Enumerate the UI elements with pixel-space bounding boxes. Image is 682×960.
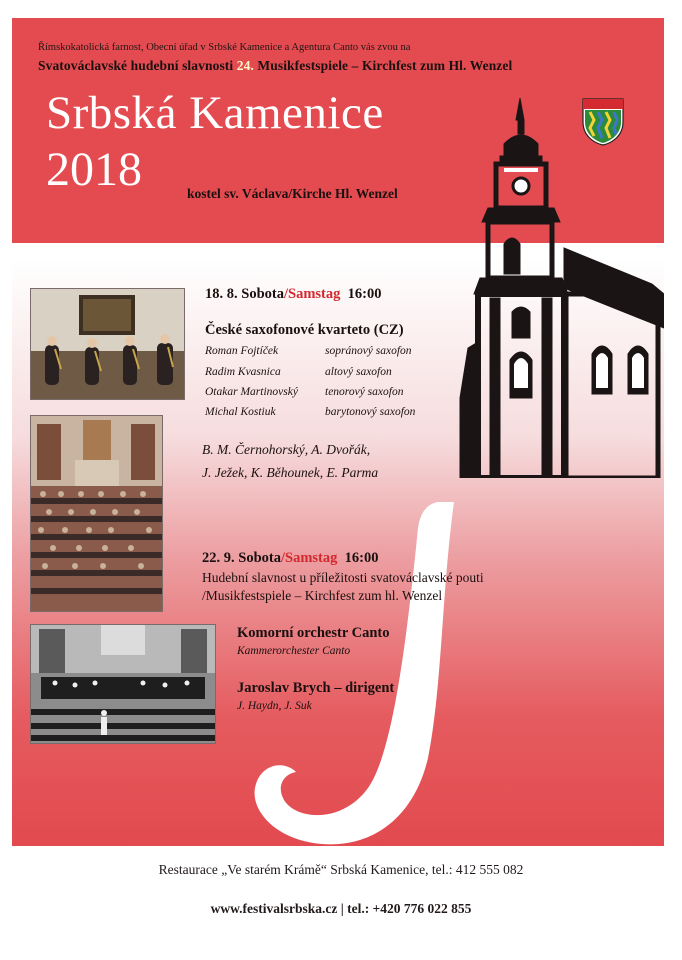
orchestra-photo [30, 624, 216, 744]
church-illustration [452, 98, 664, 478]
event2-conductor: Jaroslav Brych – dirigent [237, 680, 395, 696]
event2-description [202, 569, 484, 605]
venue-name: kostel sv. Václava/Kirche Hl. Wenzel [187, 186, 398, 201]
event2-description-line2: /Musikfestspiele – Kirchfest zum hl. Wenzel [202, 588, 443, 603]
restaurant-info: Restaurace „Ve starém Krámě“ Srbská Kamenice, tel.: 412 555 082 [158, 862, 524, 877]
festival-title-de: Musikfestspiele – Kirchfest zum Hl. Wenzel [257, 58, 513, 73]
city-title: Srbská Kamenice [46, 87, 384, 139]
year-title: 2018 [46, 143, 142, 196]
event2-day-de: Samstag [285, 550, 338, 566]
event1-composers-line1: B. M. Černohorský, A. Dvořák, [202, 442, 371, 457]
event1-ensemble: České saxofonové kvarteto (CZ) [205, 322, 404, 338]
church-audience-photo [30, 415, 163, 612]
website-link[interactable]: www.festivalsrbska.cz [210, 901, 338, 916]
contact-line [0, 901, 682, 917]
member-name: Otakar Martinovský [205, 386, 298, 398]
intro-text: Římskokatolická farnost, Obecní úřad v Srbské Kamenice a Agentura Canto vás zvou na [38, 42, 411, 53]
event1-day-de: Samstag [288, 286, 341, 302]
member-instrument: barytonový saxofon [325, 406, 416, 418]
phone-number: tel.: +420 776 022 855 [347, 901, 472, 916]
member-name: Michal Kostiuk [205, 406, 276, 418]
festival-title [38, 58, 658, 74]
event2-time: 16:00 [344, 550, 379, 566]
contact-separator: | [340, 901, 344, 916]
member-instrument: tenorový saxofon [325, 386, 404, 398]
festival-title-cz: Svatováclavské hudební slavnosti [38, 58, 234, 73]
event1-slash: / [283, 286, 288, 302]
event2-date-cz: 22. 9. Sobota [202, 550, 281, 566]
member-instrument: altový saxofon [325, 366, 392, 378]
event1-composers-line2: J. Ježek, K. Běhounek, E. Parma [202, 465, 379, 480]
event1-time: 16:00 [347, 286, 382, 302]
event1-date [205, 286, 381, 303]
event2-composers: J. Haydn, J. Suk [237, 700, 312, 712]
member-instrument: sopránový saxofon [325, 345, 412, 357]
event1-date-cz: 18. 8. Sobota [205, 286, 284, 302]
decorative-j-letter [192, 488, 522, 846]
event2-orchestra-de: Kammerorchester Canto [237, 645, 351, 657]
event2-description-line1: Hudební slavnost u příležitosti svatováclavské pouti [202, 570, 484, 585]
event2-slash: / [280, 550, 285, 566]
event2-orchestra: Komorní orchestr Canto [237, 625, 390, 641]
event1-composers [202, 438, 378, 484]
event2-date [202, 550, 378, 567]
quartet-photo [30, 288, 185, 400]
festival-number: 24. [236, 58, 254, 73]
member-name: Radim Kvasnica [205, 366, 281, 378]
member-name: Roman Fojtíček [205, 345, 279, 357]
poster [12, 18, 664, 846]
